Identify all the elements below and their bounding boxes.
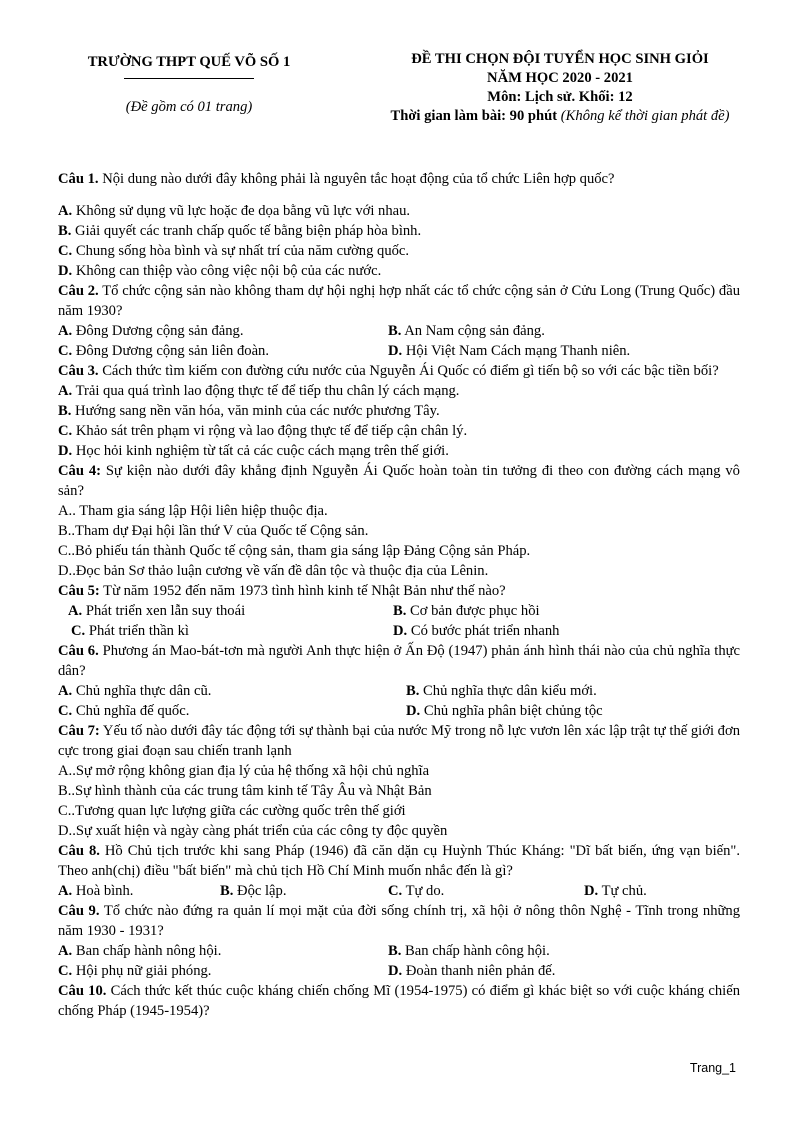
option: C. Khảo sát trên phạm vi rộng và lao động thực tế để tiếp cận chân lý.: [58, 423, 468, 439]
question-9: Câu 9. Tổ chức nào đứng ra quản lí mọi mặt của đời sống chính trị, xã hội ở nông thôn Nghệ - Tĩnh trong những năm 1930 - 1931?: [58, 903, 740, 939]
page-number: Trang_1: [689, 1061, 736, 1075]
option: D. Đoàn thanh niên phản đế.: [388, 963, 556, 979]
option: B. Giải quyết các tranh chấp quốc tế bằng biện pháp hòa bình.: [58, 223, 422, 239]
question-3: Câu 3. Cách thức tìm kiếm con đường cứu nước của Nguyễn Ái Quốc có điểm gì tiến bộ so với các bậc tiền bối?: [58, 363, 719, 379]
question-6-options-row-1: [58, 681, 740, 701]
exam-header: [0, 50, 794, 130]
option: B. Hướng sang nền văn hóa, văn minh của các nước phương Tây.: [58, 403, 440, 419]
question-5: Câu 5: Từ năm 1952 đến năm 1973 tình hình kinh tế Nhật Bản như thế nào?: [58, 583, 506, 599]
option: A. Hoà bình.: [58, 883, 134, 899]
option: B. Cơ bản được phục hồi: [393, 603, 540, 619]
question-8-options: [58, 881, 740, 901]
question-8: Câu 8. Hồ Chủ tịch trước khi sang Pháp (1946) đã căn dặn cụ Huỳnh Thúc Kháng: "Dĩ bất biến, ứng vạn biến". Theo anh(chị) điều "bất biến" mà chủ tịch Hồ Chí Minh muốn nhắc đến là gì?: [58, 843, 740, 879]
option: A..Sự mở rộng không gian địa lý của hệ thống xã hội chủ nghĩa: [58, 763, 430, 779]
option: A.. Tham gia sáng lập Hội liên hiệp thuộc địa.: [58, 503, 328, 519]
option: D. Chủ nghĩa phân biệt chủng tộc: [406, 703, 603, 719]
question-5-options-row-1: [58, 601, 740, 621]
subject: Môn: Lịch sử. Khối: 12: [487, 89, 633, 105]
question-1: Câu 1. Nội dung nào dưới đây không phải là nguyên tắc hoạt động của tổ chức Liên hợp quốc?: [58, 171, 615, 187]
time-note: (Không kể thời gian phát đề): [560, 108, 730, 124]
option: B. Độc lập.: [220, 883, 287, 899]
option: C. Đông Dương cộng sản liên đoàn.: [58, 343, 270, 359]
exam-title: ĐỀ THI CHỌN ĐỘI TUYỂN HỌC SINH GIỎI: [411, 51, 709, 67]
question-6: Câu 6. Phương án Mao-bát-tơn mà người Anh thực hiện ở Ấn Độ (1947) phản ánh hình thái nào của chủ nghĩa thực dân?: [58, 643, 741, 679]
question-9-options-row-2: [58, 961, 740, 981]
option: C..Bỏ phiếu tán thành Quốc tế cộng sản, tham gia sáng lập Đảng Cộng sản Pháp.: [58, 543, 531, 559]
option: C. Chủ nghĩa đế quốc.: [58, 703, 190, 719]
option: B. Chủ nghĩa thực dân kiểu mới.: [406, 683, 597, 699]
option: A. Phát triển xen lẫn suy thoái: [68, 603, 246, 619]
option: A. Đông Dương cộng sản đảng.: [58, 323, 244, 339]
option: C. Hội phụ nữ giải phóng.: [58, 963, 212, 979]
question-5-options-row-2: [58, 621, 740, 641]
option: D..Sự xuất hiện và ngày càng phát triển của các công ty độc quyền: [58, 823, 448, 839]
option: D. Không can thiệp vào công việc nội bộ của các nước.: [58, 263, 382, 279]
option: D. Có bước phát triển nhanh: [393, 623, 560, 639]
school-name: TRƯỜNG THPT QUẾ VÕ SỐ 1: [87, 54, 291, 70]
option: A. Ban chấp hành nông hội.: [58, 943, 222, 959]
option: A. Chủ nghĩa thực dân cũ.: [58, 683, 212, 699]
question-1-options: [58, 201, 740, 281]
question-2-options-row-2: [58, 341, 740, 361]
option: C. Chung sống hòa bình và sự nhất trí của năm cường quốc.: [58, 243, 410, 259]
option: A. Không sử dụng vũ lực hoặc đe dọa bằng vũ lực với nhau.: [58, 203, 411, 219]
question-9-options-row-1: [58, 941, 740, 961]
question-2: Câu 2. Tổ chức cộng sản nào không tham dự hội nghị hợp nhất các tổ chức cộng sản ở Cửu Long (Trung Quốc) đầu năm 1930?: [58, 283, 741, 319]
pages-note: (Đề gồm có 01 trang): [125, 99, 253, 115]
option: C. Tự do.: [388, 883, 445, 899]
time-limit: Thời gian làm bài: 90 phút (Không kể thời gian phát đề): [390, 108, 730, 124]
question-7: Câu 7: Yếu tố nào dưới đây tác động tới sự thành bại của nước Mỹ trong nỗ lực vươn lên xác lập trật tự thế giới đơn cực trong giai đoạn sau chiến tranh lạnh: [58, 723, 740, 759]
header-right: [340, 50, 780, 126]
option: B. An Nam cộng sản đảng.: [388, 323, 545, 339]
option: D. Hội Việt Nam Cách mạng Thanh niên.: [388, 343, 631, 359]
option: D. Học hỏi kinh nghiệm từ tất cả các cuộc cách mạng trên thế giới.: [58, 443, 449, 459]
option: B..Sự hình thành của các trung tâm kinh tế Tây Âu và Nhật Bản: [58, 783, 432, 799]
option: B..Tham dự Đại hội lần thứ V của Quốc tế Cộng sản.: [58, 523, 369, 539]
header-left: [58, 50, 320, 117]
option: D. Tự chủ.: [584, 883, 647, 899]
header-divider: [124, 78, 254, 79]
question-list: [58, 169, 740, 1021]
question-4: Câu 4: Sự kiện nào dưới đây khẳng định Nguyễn Ái Quốc hoàn toàn tin tưởng đi theo con đường cách mạng vô sản?: [58, 463, 740, 499]
option: D..Đọc bản Sơ thảo luận cương về vấn đề dân tộc và thuộc địa của Lênin.: [58, 563, 489, 579]
option: B. Ban chấp hành công hội.: [388, 943, 550, 959]
question-6-options-row-2: [58, 701, 740, 721]
question-10: Câu 10. Cách thức kết thúc cuộc kháng chiến chống Mĩ (1954-1975) có điểm gì khác biệt so với cuộc kháng chiến chống Pháp (1945-1954)?: [58, 983, 740, 1019]
question-2-options-row-1: [58, 321, 740, 341]
option: A. Trải qua quá trình lao động thực tế để tiếp thu chân lý cách mạng.: [58, 383, 460, 399]
option: C..Tương quan lực lượng giữa các cường quốc trên thế giới: [58, 803, 406, 819]
option: C. Phát triển thần kì: [71, 623, 189, 639]
school-year: NĂM HỌC 2020 - 2021: [487, 70, 633, 86]
